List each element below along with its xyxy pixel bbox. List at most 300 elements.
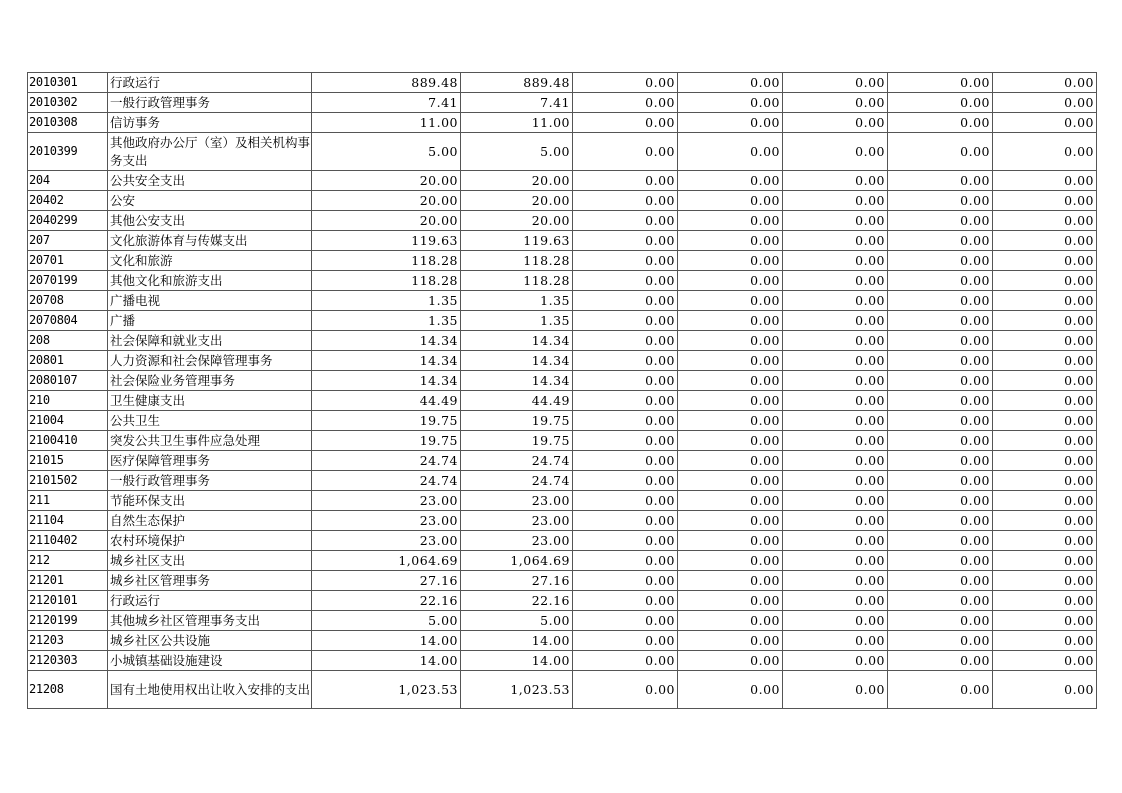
amount-cell: 14.34 bbox=[461, 371, 573, 391]
amount-cell: 0.00 bbox=[678, 351, 783, 371]
subject-code-cell: 2070804 bbox=[28, 311, 108, 331]
amount-cell: 0.00 bbox=[783, 591, 888, 611]
amount-cell: 0.00 bbox=[993, 291, 1097, 311]
amount-cell: 0.00 bbox=[783, 171, 888, 191]
amount-cell: 0.00 bbox=[888, 451, 993, 471]
subject-code-cell: 2120303 bbox=[28, 651, 108, 671]
amount-cell: 0.00 bbox=[573, 113, 678, 133]
amount-cell: 1.35 bbox=[461, 311, 573, 331]
amount-cell: 0.00 bbox=[888, 591, 993, 611]
subject-name-cell: 突发公共卫生事件应急处理 bbox=[108, 431, 312, 451]
amount-cell: 0.00 bbox=[783, 251, 888, 271]
subject-name-cell: 文化和旅游 bbox=[108, 251, 312, 271]
amount-cell: 0.00 bbox=[783, 211, 888, 231]
amount-cell: 0.00 bbox=[888, 671, 993, 709]
amount-cell: 0.00 bbox=[783, 271, 888, 291]
amount-cell: 0.00 bbox=[783, 73, 888, 93]
amount-cell: 14.34 bbox=[312, 351, 461, 371]
subject-code-cell: 20402 bbox=[28, 191, 108, 211]
amount-cell: 0.00 bbox=[573, 471, 678, 491]
amount-cell: 0.00 bbox=[993, 551, 1097, 571]
amount-cell: 1,064.69 bbox=[461, 551, 573, 571]
amount-cell: 0.00 bbox=[888, 391, 993, 411]
table-row bbox=[28, 251, 1097, 271]
table-body bbox=[28, 73, 1097, 709]
amount-cell: 20.00 bbox=[461, 211, 573, 231]
amount-cell: 0.00 bbox=[888, 291, 993, 311]
table-row bbox=[28, 211, 1097, 231]
amount-cell: 0.00 bbox=[993, 351, 1097, 371]
amount-cell: 0.00 bbox=[678, 251, 783, 271]
amount-cell: 0.00 bbox=[888, 351, 993, 371]
subject-name-cell: 一般行政管理事务 bbox=[108, 471, 312, 491]
amount-cell: 14.34 bbox=[461, 351, 573, 371]
amount-cell: 44.49 bbox=[312, 391, 461, 411]
amount-cell: 0.00 bbox=[993, 211, 1097, 231]
amount-cell: 0.00 bbox=[678, 491, 783, 511]
amount-cell: 27.16 bbox=[312, 571, 461, 591]
table-row bbox=[28, 191, 1097, 211]
amount-cell: 1,023.53 bbox=[461, 671, 573, 709]
table-row bbox=[28, 171, 1097, 191]
amount-cell: 23.00 bbox=[461, 491, 573, 511]
amount-cell: 0.00 bbox=[888, 551, 993, 571]
amount-cell: 0.00 bbox=[573, 271, 678, 291]
subject-name-cell: 其他城乡社区管理事务支出 bbox=[108, 611, 312, 631]
amount-cell: 7.41 bbox=[461, 93, 573, 113]
amount-cell: 0.00 bbox=[783, 113, 888, 133]
amount-cell: 23.00 bbox=[312, 511, 461, 531]
amount-cell: 20.00 bbox=[312, 171, 461, 191]
amount-cell: 0.00 bbox=[783, 191, 888, 211]
table-row bbox=[28, 531, 1097, 551]
amount-cell: 0.00 bbox=[888, 511, 993, 531]
amount-cell: 0.00 bbox=[993, 571, 1097, 591]
amount-cell: 0.00 bbox=[783, 231, 888, 251]
amount-cell: 0.00 bbox=[678, 471, 783, 491]
amount-cell: 0.00 bbox=[783, 351, 888, 371]
amount-cell: 0.00 bbox=[993, 191, 1097, 211]
amount-cell: 19.75 bbox=[312, 431, 461, 451]
subject-code-cell: 2080107 bbox=[28, 371, 108, 391]
amount-cell: 0.00 bbox=[678, 451, 783, 471]
amount-cell: 24.74 bbox=[461, 451, 573, 471]
amount-cell: 0.00 bbox=[573, 391, 678, 411]
amount-cell: 0.00 bbox=[888, 231, 993, 251]
amount-cell: 0.00 bbox=[783, 551, 888, 571]
amount-cell: 24.74 bbox=[312, 451, 461, 471]
amount-cell: 0.00 bbox=[993, 171, 1097, 191]
amount-cell: 14.00 bbox=[461, 651, 573, 671]
subject-name-cell: 行政运行 bbox=[108, 591, 312, 611]
amount-cell: 0.00 bbox=[678, 231, 783, 251]
amount-cell: 0.00 bbox=[888, 411, 993, 431]
amount-cell: 0.00 bbox=[678, 431, 783, 451]
amount-cell: 23.00 bbox=[461, 531, 573, 551]
amount-cell: 0.00 bbox=[573, 311, 678, 331]
amount-cell: 0.00 bbox=[573, 591, 678, 611]
amount-cell: 0.00 bbox=[573, 631, 678, 651]
subject-name-cell: 行政运行 bbox=[108, 73, 312, 93]
subject-name-cell: 医疗保障管理事务 bbox=[108, 451, 312, 471]
amount-cell: 0.00 bbox=[573, 331, 678, 351]
amount-cell: 0.00 bbox=[573, 671, 678, 709]
subject-code-cell: 207 bbox=[28, 231, 108, 251]
amount-cell: 0.00 bbox=[678, 551, 783, 571]
subject-code-cell: 2110402 bbox=[28, 531, 108, 551]
table-row bbox=[28, 113, 1097, 133]
subject-name-cell: 公共卫生 bbox=[108, 411, 312, 431]
amount-cell: 5.00 bbox=[461, 133, 573, 171]
amount-cell: 0.00 bbox=[783, 331, 888, 351]
amount-cell: 0.00 bbox=[678, 611, 783, 631]
amount-cell: 0.00 bbox=[678, 271, 783, 291]
amount-cell: 1,064.69 bbox=[312, 551, 461, 571]
amount-cell: 14.34 bbox=[312, 331, 461, 351]
table-row bbox=[28, 631, 1097, 651]
amount-cell: 118.28 bbox=[312, 251, 461, 271]
subject-code-cell: 212 bbox=[28, 551, 108, 571]
amount-cell: 0.00 bbox=[783, 391, 888, 411]
amount-cell: 0.00 bbox=[888, 211, 993, 231]
amount-cell: 0.00 bbox=[783, 411, 888, 431]
amount-cell: 0.00 bbox=[783, 451, 888, 471]
amount-cell: 0.00 bbox=[573, 451, 678, 471]
table-row bbox=[28, 431, 1097, 451]
amount-cell: 0.00 bbox=[888, 191, 993, 211]
amount-cell: 0.00 bbox=[783, 671, 888, 709]
amount-cell: 24.74 bbox=[312, 471, 461, 491]
amount-cell: 0.00 bbox=[783, 371, 888, 391]
amount-cell: 19.75 bbox=[312, 411, 461, 431]
amount-cell: 118.28 bbox=[312, 271, 461, 291]
budget-table bbox=[27, 72, 1097, 709]
amount-cell: 19.75 bbox=[461, 431, 573, 451]
amount-cell: 0.00 bbox=[783, 531, 888, 551]
amount-cell: 0.00 bbox=[678, 631, 783, 651]
subject-name-cell: 一般行政管理事务 bbox=[108, 93, 312, 113]
amount-cell: 0.00 bbox=[783, 511, 888, 531]
amount-cell: 23.00 bbox=[461, 511, 573, 531]
amount-cell: 889.48 bbox=[461, 73, 573, 93]
subject-name-cell: 城乡社区支出 bbox=[108, 551, 312, 571]
amount-cell: 1,023.53 bbox=[312, 671, 461, 709]
amount-cell: 0.00 bbox=[993, 391, 1097, 411]
amount-cell: 0.00 bbox=[993, 611, 1097, 631]
amount-cell: 0.00 bbox=[573, 191, 678, 211]
table-row bbox=[28, 591, 1097, 611]
amount-cell: 0.00 bbox=[783, 471, 888, 491]
table-row bbox=[28, 391, 1097, 411]
amount-cell: 0.00 bbox=[888, 571, 993, 591]
amount-cell: 44.49 bbox=[461, 391, 573, 411]
amount-cell: 0.00 bbox=[783, 133, 888, 171]
subject-name-cell: 广播电视 bbox=[108, 291, 312, 311]
amount-cell: 0.00 bbox=[993, 73, 1097, 93]
amount-cell: 0.00 bbox=[888, 171, 993, 191]
amount-cell: 0.00 bbox=[993, 631, 1097, 651]
subject-name-cell: 广播 bbox=[108, 311, 312, 331]
subject-code-cell: 2010301 bbox=[28, 73, 108, 93]
amount-cell: 0.00 bbox=[783, 611, 888, 631]
subject-code-cell: 204 bbox=[28, 171, 108, 191]
subject-code-cell: 20801 bbox=[28, 351, 108, 371]
amount-cell: 0.00 bbox=[678, 591, 783, 611]
subject-name-cell: 信访事务 bbox=[108, 113, 312, 133]
table-row bbox=[28, 551, 1097, 571]
amount-cell: 0.00 bbox=[678, 571, 783, 591]
amount-cell: 0.00 bbox=[783, 311, 888, 331]
amount-cell: 0.00 bbox=[993, 591, 1097, 611]
amount-cell: 0.00 bbox=[888, 93, 993, 113]
amount-cell: 119.63 bbox=[312, 231, 461, 251]
amount-cell: 0.00 bbox=[993, 511, 1097, 531]
amount-cell: 14.00 bbox=[461, 631, 573, 651]
amount-cell: 0.00 bbox=[573, 291, 678, 311]
amount-cell: 0.00 bbox=[678, 511, 783, 531]
subject-name-cell: 人力资源和社会保障管理事务 bbox=[108, 351, 312, 371]
subject-name-cell: 城乡社区管理事务 bbox=[108, 571, 312, 591]
amount-cell: 0.00 bbox=[573, 551, 678, 571]
subject-name-cell: 小城镇基础设施建设 bbox=[108, 651, 312, 671]
table-row bbox=[28, 491, 1097, 511]
amount-cell: 0.00 bbox=[993, 491, 1097, 511]
table-row bbox=[28, 371, 1097, 391]
amount-cell: 0.00 bbox=[993, 271, 1097, 291]
amount-cell: 0.00 bbox=[573, 371, 678, 391]
subject-name-cell: 社会保障和就业支出 bbox=[108, 331, 312, 351]
table-row bbox=[28, 93, 1097, 113]
table-row bbox=[28, 511, 1097, 531]
amount-cell: 14.00 bbox=[312, 631, 461, 651]
amount-cell: 0.00 bbox=[678, 371, 783, 391]
amount-cell: 119.63 bbox=[461, 231, 573, 251]
amount-cell: 0.00 bbox=[678, 411, 783, 431]
amount-cell: 0.00 bbox=[678, 73, 783, 93]
table-row bbox=[28, 351, 1097, 371]
subject-code-cell: 20708 bbox=[28, 291, 108, 311]
amount-cell: 0.00 bbox=[888, 311, 993, 331]
amount-cell: 5.00 bbox=[312, 611, 461, 631]
amount-cell: 0.00 bbox=[888, 491, 993, 511]
subject-code-cell: 2120199 bbox=[28, 611, 108, 631]
subject-code-cell: 2040299 bbox=[28, 211, 108, 231]
amount-cell: 0.00 bbox=[573, 73, 678, 93]
amount-cell: 0.00 bbox=[993, 251, 1097, 271]
amount-cell: 1.35 bbox=[461, 291, 573, 311]
table-row bbox=[28, 571, 1097, 591]
amount-cell: 0.00 bbox=[783, 571, 888, 591]
amount-cell: 0.00 bbox=[783, 631, 888, 651]
amount-cell: 19.75 bbox=[461, 411, 573, 431]
amount-cell: 0.00 bbox=[573, 231, 678, 251]
table-row bbox=[28, 311, 1097, 331]
subject-code-cell: 210 bbox=[28, 391, 108, 411]
amount-cell: 0.00 bbox=[888, 73, 993, 93]
amount-cell: 0.00 bbox=[993, 311, 1097, 331]
subject-code-cell: 21201 bbox=[28, 571, 108, 591]
amount-cell: 0.00 bbox=[888, 471, 993, 491]
subject-code-cell: 208 bbox=[28, 331, 108, 351]
subject-code-cell: 21015 bbox=[28, 451, 108, 471]
subject-code-cell: 2101502 bbox=[28, 471, 108, 491]
subject-name-cell: 社会保险业务管理事务 bbox=[108, 371, 312, 391]
amount-cell: 0.00 bbox=[783, 93, 888, 113]
amount-cell: 889.48 bbox=[312, 73, 461, 93]
amount-cell: 14.00 bbox=[312, 651, 461, 671]
amount-cell: 22.16 bbox=[461, 591, 573, 611]
amount-cell: 0.00 bbox=[678, 671, 783, 709]
amount-cell: 0.00 bbox=[573, 411, 678, 431]
subject-name-cell: 自然生态保护 bbox=[108, 511, 312, 531]
amount-cell: 5.00 bbox=[312, 133, 461, 171]
table-row bbox=[28, 271, 1097, 291]
amount-cell: 0.00 bbox=[993, 331, 1097, 351]
amount-cell: 0.00 bbox=[573, 93, 678, 113]
amount-cell: 24.74 bbox=[461, 471, 573, 491]
amount-cell: 0.00 bbox=[678, 651, 783, 671]
subject-code-cell: 21004 bbox=[28, 411, 108, 431]
subject-code-cell: 2120101 bbox=[28, 591, 108, 611]
amount-cell: 0.00 bbox=[573, 531, 678, 551]
amount-cell: 1.35 bbox=[312, 311, 461, 331]
amount-cell: 0.00 bbox=[573, 611, 678, 631]
amount-cell: 0.00 bbox=[573, 211, 678, 231]
subject-name-cell: 其他政府办公厅（室）及相关机构事务支出 bbox=[108, 133, 312, 171]
table-row bbox=[28, 73, 1097, 93]
amount-cell: 0.00 bbox=[993, 133, 1097, 171]
subject-name-cell: 国有土地使用权出让收入安排的支出 bbox=[108, 671, 312, 709]
subject-name-cell: 文化旅游体育与传媒支出 bbox=[108, 231, 312, 251]
amount-cell: 0.00 bbox=[573, 491, 678, 511]
amount-cell: 20.00 bbox=[461, 191, 573, 211]
subject-code-cell: 2010308 bbox=[28, 113, 108, 133]
amount-cell: 0.00 bbox=[993, 451, 1097, 471]
amount-cell: 23.00 bbox=[312, 531, 461, 551]
amount-cell: 0.00 bbox=[573, 251, 678, 271]
amount-cell: 0.00 bbox=[993, 471, 1097, 491]
amount-cell: 14.34 bbox=[461, 331, 573, 351]
subject-code-cell: 21208 bbox=[28, 671, 108, 709]
amount-cell: 0.00 bbox=[888, 331, 993, 351]
table-row bbox=[28, 331, 1097, 351]
amount-cell: 7.41 bbox=[312, 93, 461, 113]
amount-cell: 0.00 bbox=[573, 511, 678, 531]
subject-code-cell: 2010399 bbox=[28, 133, 108, 171]
amount-cell: 0.00 bbox=[678, 191, 783, 211]
table-row bbox=[28, 291, 1097, 311]
amount-cell: 27.16 bbox=[461, 571, 573, 591]
amount-cell: 0.00 bbox=[888, 651, 993, 671]
subject-name-cell: 其他公安支出 bbox=[108, 211, 312, 231]
amount-cell: 0.00 bbox=[783, 651, 888, 671]
subject-code-cell: 21104 bbox=[28, 511, 108, 531]
table-row bbox=[28, 651, 1097, 671]
amount-cell: 0.00 bbox=[783, 291, 888, 311]
amount-cell: 0.00 bbox=[993, 113, 1097, 133]
subject-name-cell: 其他文化和旅游支出 bbox=[108, 271, 312, 291]
amount-cell: 0.00 bbox=[993, 531, 1097, 551]
amount-cell: 0.00 bbox=[678, 291, 783, 311]
amount-cell: 0.00 bbox=[888, 371, 993, 391]
amount-cell: 11.00 bbox=[312, 113, 461, 133]
amount-cell: 14.34 bbox=[312, 371, 461, 391]
subject-name-cell: 节能环保支出 bbox=[108, 491, 312, 511]
amount-cell: 0.00 bbox=[783, 431, 888, 451]
amount-cell: 11.00 bbox=[461, 113, 573, 133]
amount-cell: 0.00 bbox=[678, 171, 783, 191]
amount-cell: 0.00 bbox=[993, 371, 1097, 391]
amount-cell: 20.00 bbox=[312, 191, 461, 211]
amount-cell: 1.35 bbox=[312, 291, 461, 311]
table-row bbox=[28, 451, 1097, 471]
subject-code-cell: 2070199 bbox=[28, 271, 108, 291]
amount-cell: 0.00 bbox=[573, 651, 678, 671]
amount-cell: 0.00 bbox=[888, 631, 993, 651]
amount-cell: 0.00 bbox=[993, 651, 1097, 671]
amount-cell: 0.00 bbox=[993, 93, 1097, 113]
subject-name-cell: 卫生健康支出 bbox=[108, 391, 312, 411]
amount-cell: 0.00 bbox=[573, 351, 678, 371]
subject-name-cell: 城乡社区公共设施 bbox=[108, 631, 312, 651]
amount-cell: 0.00 bbox=[678, 93, 783, 113]
amount-cell: 0.00 bbox=[993, 231, 1097, 251]
subject-code-cell: 20701 bbox=[28, 251, 108, 271]
amount-cell: 0.00 bbox=[573, 171, 678, 191]
subject-name-cell: 公安 bbox=[108, 191, 312, 211]
amount-cell: 0.00 bbox=[888, 431, 993, 451]
table-row bbox=[28, 231, 1097, 251]
amount-cell: 118.28 bbox=[461, 271, 573, 291]
amount-cell: 0.00 bbox=[888, 133, 993, 171]
amount-cell: 0.00 bbox=[573, 571, 678, 591]
amount-cell: 118.28 bbox=[461, 251, 573, 271]
subject-name-cell: 农村环境保护 bbox=[108, 531, 312, 551]
table-row bbox=[28, 611, 1097, 631]
subject-code-cell: 2100410 bbox=[28, 431, 108, 451]
table-row bbox=[28, 471, 1097, 491]
amount-cell: 0.00 bbox=[573, 431, 678, 451]
amount-cell: 0.00 bbox=[993, 671, 1097, 709]
amount-cell: 0.00 bbox=[993, 411, 1097, 431]
amount-cell: 0.00 bbox=[888, 611, 993, 631]
amount-cell: 0.00 bbox=[678, 211, 783, 231]
subject-code-cell: 21203 bbox=[28, 631, 108, 651]
amount-cell: 0.00 bbox=[888, 251, 993, 271]
amount-cell: 0.00 bbox=[573, 133, 678, 171]
amount-cell: 0.00 bbox=[783, 491, 888, 511]
table-row bbox=[28, 411, 1097, 431]
amount-cell: 0.00 bbox=[888, 271, 993, 291]
amount-cell: 0.00 bbox=[888, 531, 993, 551]
subject-code-cell: 211 bbox=[28, 491, 108, 511]
subject-code-cell: 2010302 bbox=[28, 93, 108, 113]
amount-cell: 5.00 bbox=[461, 611, 573, 631]
table-row bbox=[28, 133, 1097, 171]
amount-cell: 20.00 bbox=[461, 171, 573, 191]
amount-cell: 0.00 bbox=[678, 531, 783, 551]
subject-name-cell: 公共安全支出 bbox=[108, 171, 312, 191]
amount-cell: 0.00 bbox=[678, 113, 783, 133]
amount-cell: 0.00 bbox=[678, 133, 783, 171]
amount-cell: 0.00 bbox=[888, 113, 993, 133]
amount-cell: 0.00 bbox=[678, 311, 783, 331]
amount-cell: 0.00 bbox=[678, 331, 783, 351]
amount-cell: 20.00 bbox=[312, 211, 461, 231]
amount-cell: 0.00 bbox=[993, 431, 1097, 451]
amount-cell: 23.00 bbox=[312, 491, 461, 511]
amount-cell: 22.16 bbox=[312, 591, 461, 611]
